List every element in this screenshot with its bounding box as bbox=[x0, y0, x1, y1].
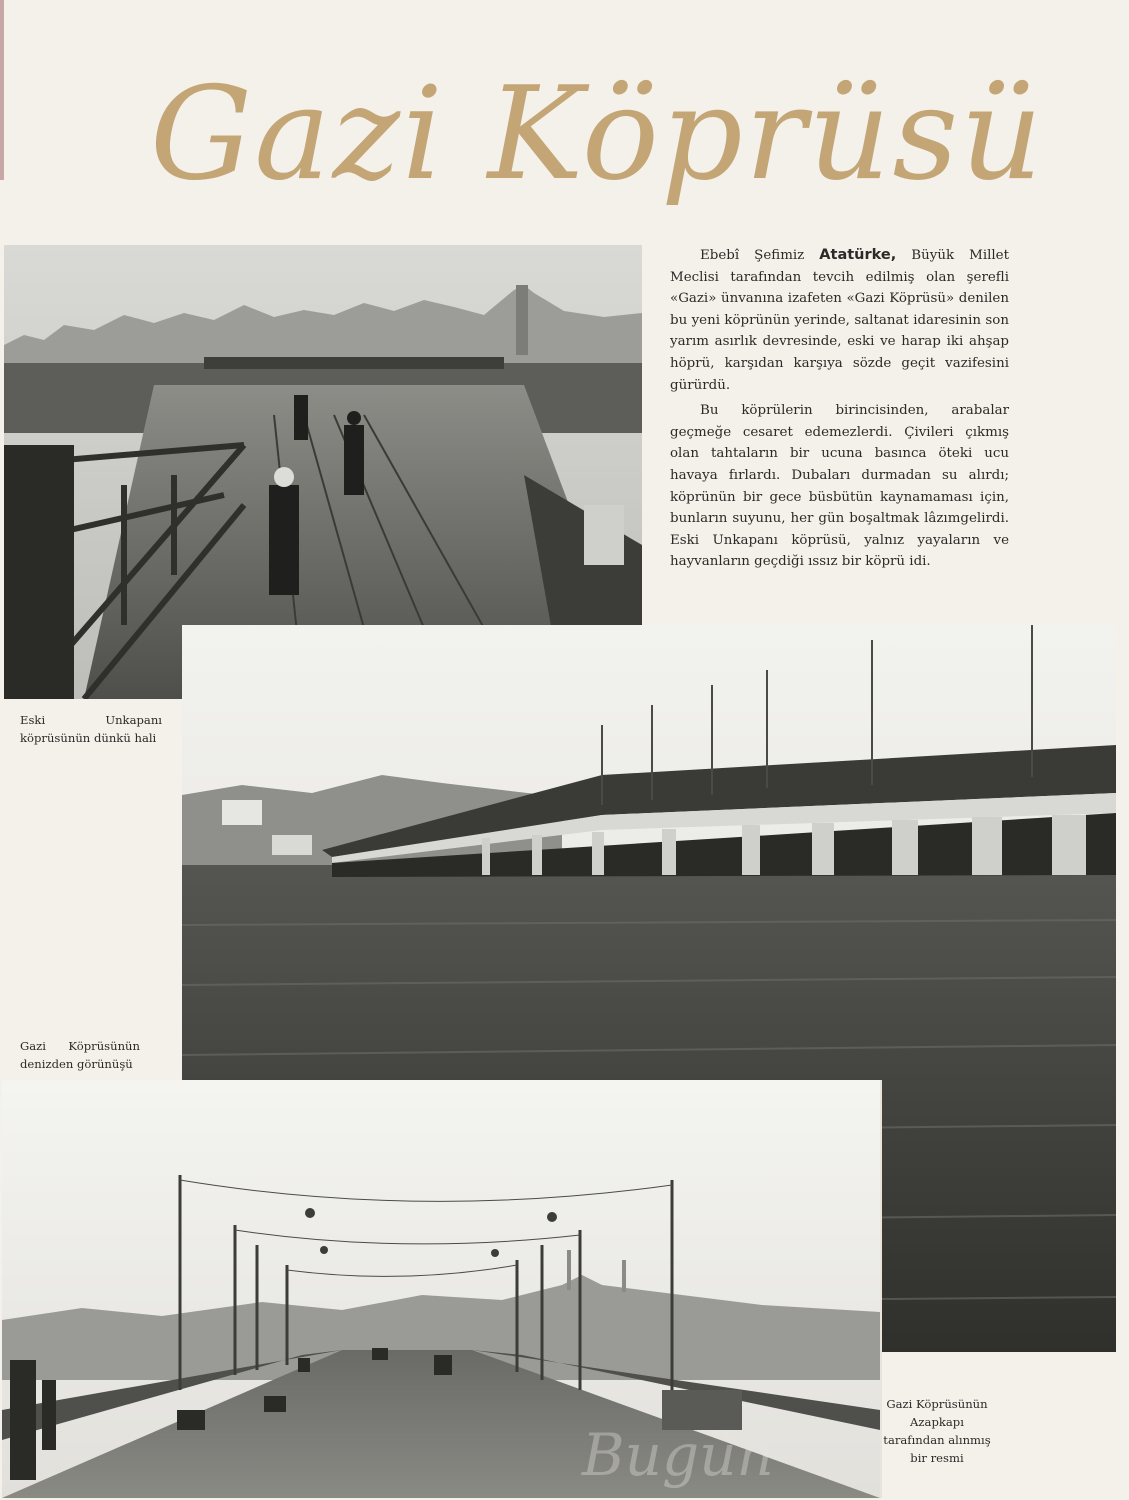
article-emphasis: Atatürke, bbox=[819, 247, 897, 263]
page-title: Gazi Köprüsü bbox=[150, 60, 1045, 209]
article-text bbox=[670, 245, 1009, 573]
caption-from-azapkapi: Gazi Köprüsünün Azapkapı tarafından alınmış bir resmi bbox=[883, 1397, 991, 1465]
article-paragraph-2: Bu köprülerin birincisinden, arabalar geçmeğe cesaret edemezlerdi. Çivileri çıkmış olan tahtaların bir ucuna basınca öteki ucu havaya fırlardı. Dubaları durmadan su alırdı; köprünün bir gece büsbütün kaynamaması için, bunların suyunu, her gün boşaltmak lâzımgelirdi. Eski Unkapanı köprüsü, yalnız yayaların ve hayvanların geçdiği ıssız bir köprü idi. bbox=[670, 403, 1009, 570]
bridge-from-azapkapi-photo bbox=[2, 1080, 882, 1498]
article-lead-text: Ebebî Şefimiz bbox=[700, 248, 820, 263]
caption-from-sea: Gazi Köprüsünün denizden görünüşü bbox=[20, 1039, 140, 1071]
article-paragraph-1 bbox=[670, 245, 1009, 396]
photo-watermark: Bugün bbox=[582, 1421, 774, 1489]
caption-old-bridge: Eski Unkapanı köprüsünün dünkü hali bbox=[20, 713, 162, 745]
page-edge-mark bbox=[0, 0, 4, 180]
article-paragraph-1-rest: Büyük Millet Meclisi tarafından tevcih edilmiş olan şerefli «Gazi» ünvanına izafeten «Gazi Köprüsü» denilen bu yeni köprünün yerinde, saltanat idaresinin son yarım asırlık devresinde, eski ve harap iki ahşap höprü, karşıdan karşıya sözde geçit vazifesini gürürdü. bbox=[670, 248, 1009, 393]
